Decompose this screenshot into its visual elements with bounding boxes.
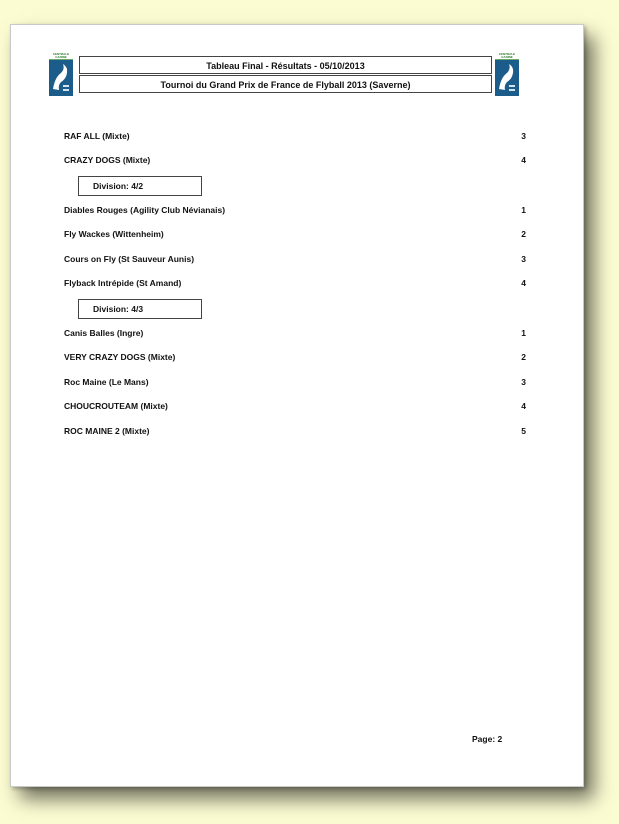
document-title: Tableau Final - Résultats - 05/10/2013 bbox=[79, 56, 492, 74]
result-row bbox=[64, 229, 526, 243]
team-rank: 4 bbox=[521, 155, 526, 165]
team-rank: 5 bbox=[521, 426, 526, 436]
centrale-canine-logo-right bbox=[495, 53, 519, 95]
result-row bbox=[64, 328, 526, 342]
team-name: Fly Wackes (Wittenheim) bbox=[64, 229, 164, 239]
team-rank: 2 bbox=[521, 229, 526, 239]
team-rank: 3 bbox=[521, 254, 526, 264]
result-row bbox=[64, 426, 526, 440]
team-name: Roc Maine (Le Mans) bbox=[64, 377, 149, 387]
team-rank: 2 bbox=[521, 352, 526, 362]
page-number: Page: 2 bbox=[472, 734, 503, 744]
division-header: Division: 4/3 bbox=[78, 299, 202, 319]
result-row bbox=[64, 205, 526, 219]
team-name: Canis Balles (Ingre) bbox=[64, 328, 144, 338]
team-rank: 4 bbox=[521, 401, 526, 411]
team-rank: 1 bbox=[521, 328, 526, 338]
team-name: Flyback Intrépide (St Amand) bbox=[64, 278, 182, 288]
team-name: VERY CRAZY DOGS (Mixte) bbox=[64, 352, 176, 362]
dog-silhouette-icon bbox=[49, 59, 73, 95]
result-row bbox=[64, 377, 526, 391]
team-rank: 1 bbox=[521, 205, 526, 215]
result-row bbox=[64, 401, 526, 415]
team-name: ROC MAINE 2 (Mixte) bbox=[64, 426, 150, 436]
result-row bbox=[64, 352, 526, 366]
result-row bbox=[64, 155, 526, 169]
team-rank: 4 bbox=[521, 278, 526, 288]
centrale-canine-logo-left bbox=[49, 53, 73, 95]
division-header: Division: 4/2 bbox=[78, 176, 202, 196]
logo-caption: CENTRALE CANINE bbox=[498, 52, 516, 59]
result-row bbox=[64, 131, 526, 145]
result-row bbox=[64, 278, 526, 292]
team-name: CRAZY DOGS (Mixte) bbox=[64, 155, 151, 165]
team-name: Cours on Fly (St Sauveur Aunis) bbox=[64, 254, 195, 264]
team-name: RAF ALL (Mixte) bbox=[64, 131, 130, 141]
document-page bbox=[10, 24, 584, 787]
team-rank: 3 bbox=[521, 377, 526, 387]
team-name: CHOUCROUTEAM (Mixte) bbox=[64, 401, 168, 411]
dog-silhouette-icon bbox=[495, 59, 519, 95]
logo-caption: CENTRALE CANINE bbox=[52, 52, 70, 59]
document-subtitle: Tournoi du Grand Prix de France de Flyball 2013 (Saverne) bbox=[79, 75, 492, 93]
team-rank: 3 bbox=[521, 131, 526, 141]
team-name: Diables Rouges (Agility Club Névianais) bbox=[64, 205, 226, 215]
result-row bbox=[64, 254, 526, 268]
